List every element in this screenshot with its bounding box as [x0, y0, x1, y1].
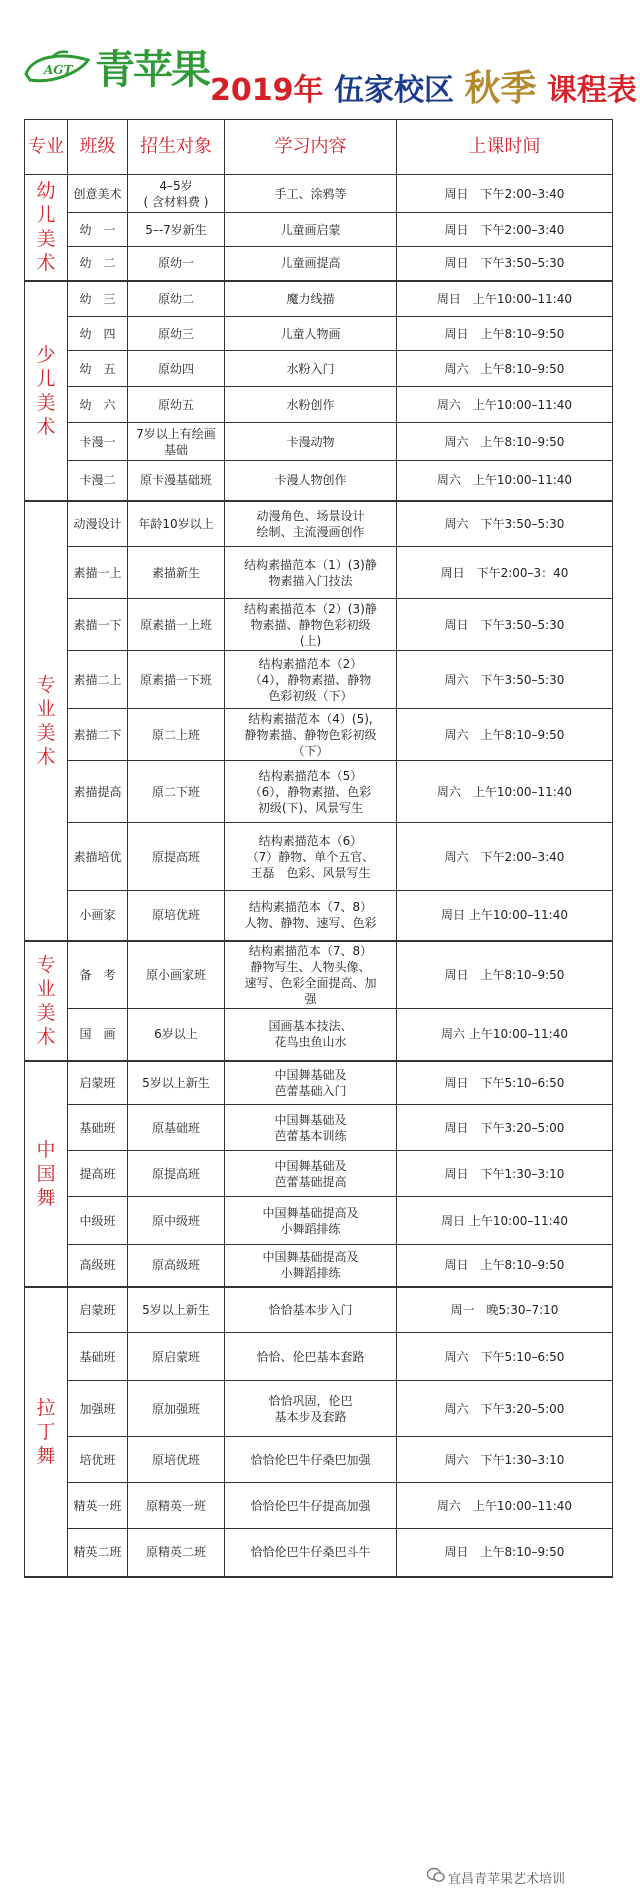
target-cell: 4–5岁 ( 含材料费 )	[128, 175, 225, 213]
table-row	[25, 423, 613, 461]
target-cell: 7岁以上有绘画 基础	[128, 423, 225, 461]
table-row	[25, 709, 613, 761]
table-row	[25, 891, 613, 941]
time-cell: 周六 上午10:00–11:40	[397, 387, 613, 423]
time-cell: 周六 上午10:00–11:40	[397, 761, 613, 823]
table-row	[25, 651, 613, 709]
content-cell: 卡漫人物创作	[225, 461, 397, 501]
table-row	[25, 941, 613, 1009]
time-cell: 周六 上午10:00–11:40	[397, 461, 613, 501]
major-cell	[25, 501, 68, 941]
class-cell: 精英一班	[68, 1483, 128, 1529]
time-cell: 周六 下午3:20–5:00	[397, 1381, 613, 1437]
logo-text: AGT	[44, 63, 73, 77]
major-label: 幼儿美术	[36, 180, 56, 275]
table-row	[25, 1483, 613, 1529]
content-cell: 结构素描范本（7、8） 静物写生、人物头像、 速写、色彩全面提高、加 强	[225, 941, 397, 1009]
content-cell: 中国舞基础提高及 小舞蹈排练	[225, 1197, 397, 1245]
time-cell: 周日 上午8:10–9:50	[397, 317, 613, 351]
table-row	[25, 351, 613, 387]
wechat-icon	[427, 1867, 445, 1883]
table-row	[25, 1009, 613, 1061]
table-row	[25, 247, 613, 281]
class-cell: 素描一下	[68, 599, 128, 651]
time-cell: 周六 下午3:50–5:30	[397, 501, 613, 547]
table-row	[25, 317, 613, 351]
content-cell: 结构素描范本（5） （6），静物素描、色彩 初级(下)、风景写生	[225, 761, 397, 823]
class-cell: 素描一上	[68, 547, 128, 599]
target-cell: 5岁以上新生	[128, 1061, 225, 1105]
time-cell: 周六 上午8:10–9:50	[397, 423, 613, 461]
time-cell: 周六 上午10:00–11:40	[397, 1483, 613, 1529]
major-label: 专业美术	[36, 673, 56, 768]
content-cell: 结构素描范本（2）(3)静 物素描、静物色彩初级 (上)	[225, 599, 397, 651]
schedule-table	[24, 119, 613, 1578]
target-cell: 原幼五	[128, 387, 225, 423]
header	[0, 0, 640, 118]
table-row	[25, 1245, 613, 1287]
target-cell: 5–-7岁新生	[128, 213, 225, 247]
major-cell	[25, 941, 68, 1061]
target-cell: 原加强班	[128, 1381, 225, 1437]
class-cell: 卡漫二	[68, 461, 128, 501]
class-cell: 国 画	[68, 1009, 128, 1061]
class-cell: 幼 一	[68, 213, 128, 247]
time-cell: 周六 下午2:00–3:40	[397, 823, 613, 891]
time-cell: 周六 上午10:00–11:40	[397, 1009, 613, 1061]
class-cell: 备 考	[68, 941, 128, 1009]
content-cell: 水粉创作	[225, 387, 397, 423]
time-cell: 周一 晚5:30–7:10	[397, 1287, 613, 1333]
table-row	[25, 1287, 613, 1333]
time-cell: 周日 上午10:00–11:40	[397, 281, 613, 317]
time-cell: 周六 上午8:10–9:50	[397, 709, 613, 761]
watermark: 宜昌青苹果艺术培训	[448, 1872, 566, 1887]
schedule-body	[25, 175, 613, 1577]
content-cell: 结构素描范本（6） （7）静物、单个五官、 王磊 色彩、风景写生	[225, 823, 397, 891]
class-cell: 启蒙班	[68, 1287, 128, 1333]
class-cell: 幼 五	[68, 351, 128, 387]
major-cell	[25, 1061, 68, 1287]
table-row	[25, 1105, 613, 1151]
time-cell: 周六 下午3:50–5:30	[397, 651, 613, 709]
time-cell: 周日 下午3:50–5:30	[397, 247, 613, 281]
content-cell: 水粉入门	[225, 351, 397, 387]
content-cell: 恰恰、伦巴基本套路	[225, 1333, 397, 1381]
table-row	[25, 461, 613, 501]
class-cell: 高级班	[68, 1245, 128, 1287]
time-cell: 周日 下午2:00–3:40	[397, 213, 613, 247]
time-cell: 周日 下午3:50–5:30	[397, 599, 613, 651]
page-title	[210, 60, 637, 111]
time-cell: 周日 上午8:10–9:50	[397, 1245, 613, 1287]
table-row	[25, 1437, 613, 1483]
target-cell: 原幼三	[128, 317, 225, 351]
time-cell: 周日 下午2:00–3:40	[397, 175, 613, 213]
table-row	[25, 761, 613, 823]
class-cell: 基础班	[68, 1333, 128, 1381]
target-cell: 原精英一班	[128, 1483, 225, 1529]
time-cell: 周日 上午10:00–11:40	[397, 1197, 613, 1245]
content-cell: 恰恰伦巴牛仔桑巴斗牛	[225, 1529, 397, 1577]
target-cell: 原幼一	[128, 247, 225, 281]
title-season: 秋季	[464, 67, 537, 109]
table-row	[25, 1197, 613, 1245]
target-cell: 原小画家班	[128, 941, 225, 1009]
class-cell: 培优班	[68, 1437, 128, 1483]
time-cell: 周日 下午5:10–6:50	[397, 1061, 613, 1105]
target-cell: 原二下班	[128, 761, 225, 823]
class-cell: 卡漫一	[68, 423, 128, 461]
table-row	[25, 281, 613, 317]
content-cell: 恰恰伦巴牛仔提高加强	[225, 1483, 397, 1529]
time-cell: 周六 上午8:10–9:50	[397, 351, 613, 387]
content-cell: 动漫角色、场景设计 绘制、主流漫画创作	[225, 501, 397, 547]
time-cell: 周日 上午8:10–9:50	[397, 941, 613, 1009]
content-cell: 恰恰基本步入门	[225, 1287, 397, 1333]
target-cell: 原精英二班	[128, 1529, 225, 1577]
content-cell: 中国舞基础及 芭蕾基本训练	[225, 1105, 397, 1151]
target-cell: 原卡漫基础班	[128, 461, 225, 501]
table-row	[25, 1151, 613, 1197]
time-cell: 周日 下午2:00–3：40	[397, 547, 613, 599]
target-cell: 原二上班	[128, 709, 225, 761]
class-cell: 加强班	[68, 1381, 128, 1437]
title-year: 2019年	[210, 73, 324, 108]
major-label: 拉丁舞	[36, 1396, 56, 1467]
time-cell: 周日 上午10:00–11:40	[397, 891, 613, 941]
content-cell: 手工、涂鸦等	[225, 175, 397, 213]
content-cell: 中国舞基础及 芭蕾基础提高	[225, 1151, 397, 1197]
content-cell: 儿童画启蒙	[225, 213, 397, 247]
major-cell	[25, 281, 68, 501]
header-target: 招生对象	[128, 120, 225, 175]
table-row	[25, 599, 613, 651]
target-cell: 原幼二	[128, 281, 225, 317]
content-cell: 结构素描范本（7、8） 人物、静物、速写、色彩	[225, 891, 397, 941]
target-cell: 原中级班	[128, 1197, 225, 1245]
table-row	[25, 1333, 613, 1381]
major-cell	[25, 175, 68, 281]
apple-logo-icon	[22, 50, 94, 86]
target-cell: 原素描一上班	[128, 599, 225, 651]
table-row	[25, 213, 613, 247]
target-cell: 年龄10岁以上	[128, 501, 225, 547]
table-row	[25, 547, 613, 599]
class-cell: 精英二班	[68, 1529, 128, 1577]
target-cell: 素描新生	[128, 547, 225, 599]
header-time: 上课时间	[397, 120, 613, 175]
table-row	[25, 387, 613, 423]
major-cell	[25, 1287, 68, 1577]
class-cell: 素描二下	[68, 709, 128, 761]
class-cell: 创意美术	[68, 175, 128, 213]
major-label: 专业美术	[36, 953, 56, 1048]
time-cell: 周日 下午3:20–5:00	[397, 1105, 613, 1151]
content-cell: 卡漫动物	[225, 423, 397, 461]
content-cell: 儿童画提高	[225, 247, 397, 281]
class-cell: 基础班	[68, 1105, 128, 1151]
class-cell: 幼 六	[68, 387, 128, 423]
header-class: 班级	[68, 120, 128, 175]
time-cell: 周六 下午1:30–3:10	[397, 1437, 613, 1483]
target-cell: 原提高班	[128, 823, 225, 891]
header-major: 专业	[25, 120, 68, 175]
target-cell: 原提高班	[128, 1151, 225, 1197]
target-cell: 原高级班	[128, 1245, 225, 1287]
class-cell: 小画家	[68, 891, 128, 941]
title-suffix: 课程表	[546, 73, 637, 108]
content-cell: 结构素描范本（4）(5), 静物素描、静物色彩初级 （下）	[225, 709, 397, 761]
class-cell: 幼 四	[68, 317, 128, 351]
class-cell: 提高班	[68, 1151, 128, 1197]
target-cell: 原幼四	[128, 351, 225, 387]
major-label: 少儿美术	[36, 343, 56, 438]
content-cell: 中国舞基础及 芭蕾基础入门	[225, 1061, 397, 1105]
target-cell: 原基础班	[128, 1105, 225, 1151]
class-cell: 动漫设计	[68, 501, 128, 547]
table-row	[25, 501, 613, 547]
target-cell: 5岁以上新生	[128, 1287, 225, 1333]
major-label: 中国舞	[36, 1138, 56, 1209]
class-cell: 幼 二	[68, 247, 128, 281]
table-row	[25, 823, 613, 891]
header-content: 学习内容	[225, 120, 397, 175]
content-cell: 恰恰伦巴牛仔桑巴加强	[225, 1437, 397, 1483]
target-cell: 原素描一下班	[128, 651, 225, 709]
time-cell: 周日 上午8:10–9:50	[397, 1529, 613, 1577]
target-cell: 原培优班	[128, 1437, 225, 1483]
target-cell: 原启蒙班	[128, 1333, 225, 1381]
content-cell: 儿童人物画	[225, 317, 397, 351]
table-row	[25, 1381, 613, 1437]
time-cell: 周六 下午5:10–6:50	[397, 1333, 613, 1381]
title-school: 伍家校区	[333, 73, 454, 108]
class-cell: 素描培优	[68, 823, 128, 891]
table-row	[25, 1529, 613, 1577]
time-cell: 周日 下午1:30–3:10	[397, 1151, 613, 1197]
table-header-row	[25, 120, 613, 175]
content-cell: 中国舞基础提高及 小舞蹈排练	[225, 1245, 397, 1287]
table-row	[25, 1061, 613, 1105]
class-cell: 中级班	[68, 1197, 128, 1245]
content-cell: 结构素描范本（1）(3)静 物素描入门技法	[225, 547, 397, 599]
content-cell: 结构素描范本（2） （4），静物素描、静物 色彩初级（下）	[225, 651, 397, 709]
brand-name: 青苹果	[95, 46, 209, 93]
target-cell: 6岁以上	[128, 1009, 225, 1061]
target-cell: 原培优班	[128, 891, 225, 941]
class-cell: 幼 三	[68, 281, 128, 317]
class-cell: 素描二上	[68, 651, 128, 709]
class-cell: 启蒙班	[68, 1061, 128, 1105]
class-cell: 素描提高	[68, 761, 128, 823]
content-cell: 国画基本技法、 花鸟虫鱼山水	[225, 1009, 397, 1061]
table-row	[25, 175, 613, 213]
content-cell: 恰恰巩固，伦巴 基本步及套路	[225, 1381, 397, 1437]
content-cell: 魔力线描	[225, 281, 397, 317]
